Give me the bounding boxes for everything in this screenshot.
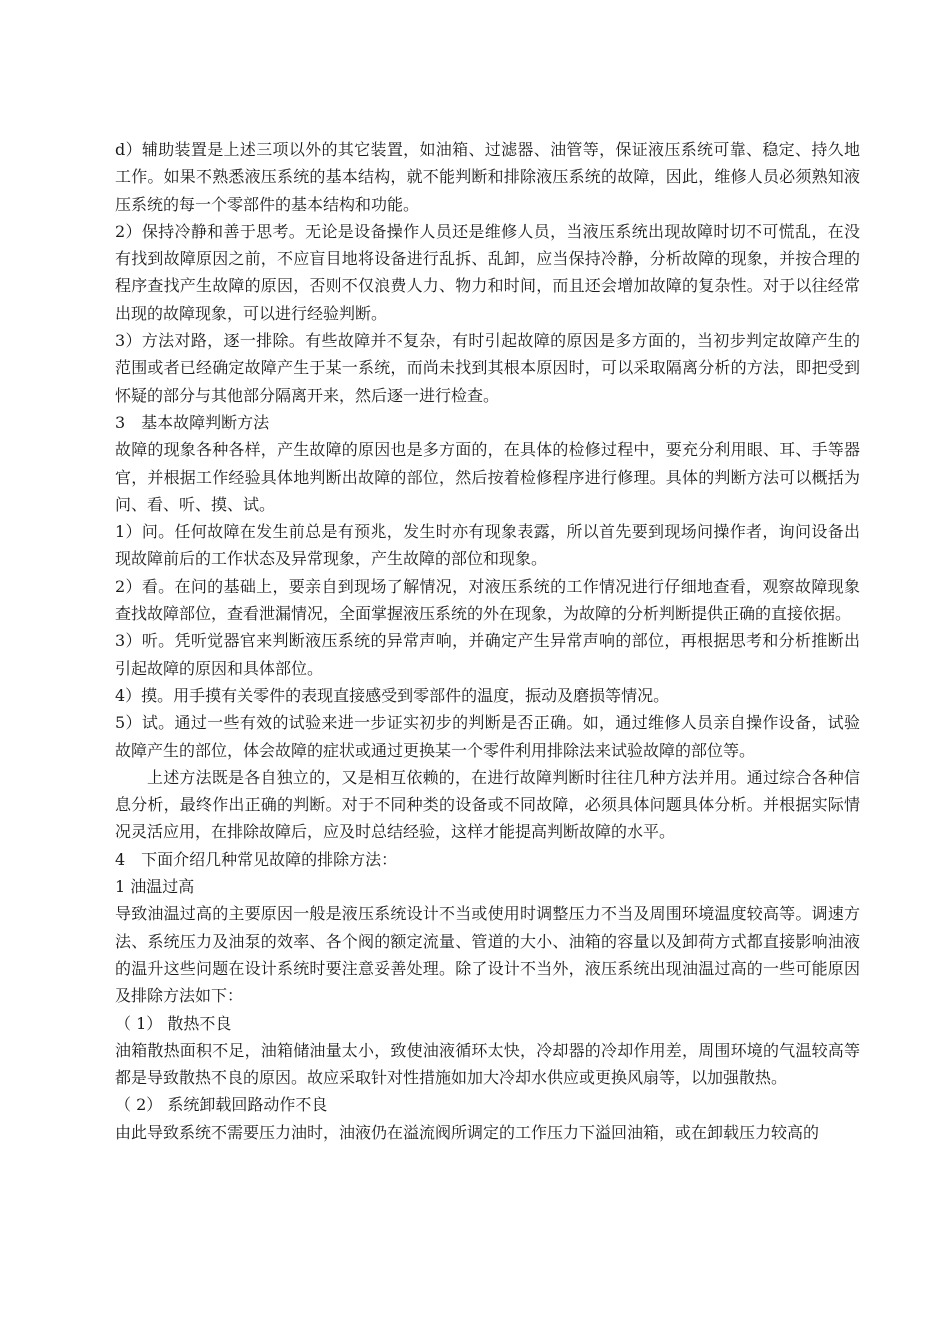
subheading-unloading-circuit: （ 2） 系统卸载回路动作不良 (115, 1095, 328, 1115)
paragraph-touch: 4）摸。用手摸有关零件的表现直接感受到零部件的温度，振动及磨损等情况。 (115, 685, 670, 705)
paragraph-test: 5）试。通过一些有效的试验来进一步证实初步的判断是否正确。如，通过维修人员亲自操作设备，试验故障产生的部位，体会故障的症状或通过更换某一个零件利用排除法来试验故障的部位等。 (115, 713, 860, 760)
section-heading-4: 4 下面介绍几种常见故障的排除方法： (115, 849, 398, 869)
paragraph-unloading-circuit: 由此导致系统不需要压力油时，油液仍在溢流阀所调定的工作压力下溢回油箱，或在卸载压力较高的 (115, 1122, 820, 1142)
paragraph-auxiliary-devices: d）辅助装置是上述三项以外的其它装置，如油箱、过滤器、油管等，保证液压系统可靠、稳定、持久地工作。如果不熟悉液压系统的基本结构，就不能判断和排除液压系统的故障，因此，维修人员必须熟知液压系统的每一个零部件的基本结构和功能。 (115, 140, 860, 214)
subheading-oil-temperature: 1 油温过高 (115, 877, 195, 897)
paragraph-fault-phenomena: 故障的现象各种各样，产生故障的原因也是多方面的，在具体的检修过程中，要充分利用眼、耳、手等器官，并根据工作经验具体地判断出故障的部位，然后按着检修程序进行修理。具体的判断方法可以概括为问、看、听、摸、试。 (115, 440, 860, 514)
subheading-poor-cooling: （ 1） 散热不良 (115, 1013, 232, 1033)
paragraph-listen: 3）听。凭听觉器官来判断液压系统的异常声响，并确定产生异常声响的部位，再根据思考和分析推断出引起故障的原因和具体部位。 (115, 631, 860, 678)
paragraph-method-elimination: 3）方法对路，逐一排除。有些故障并不复杂，有时引起故障的原因是多方面的，当初步判定故障产生的范围或者已经确定故障产生于某一系统，而尚未找到其根本原因时，可以采取隔离分析的方法，即把受到怀疑的部分与其他部分隔离开来，然后逐一进行检查。 (115, 331, 860, 405)
paragraph-ask: 1）问。任何故障在发生前总是有预兆，发生时亦有现象表露，所以首先要到现场问操作者，询问设备出现故障前后的工作状态及异常现象，产生故障的部位和现象。 (115, 522, 860, 569)
paragraph-stay-calm: 2）保持冷静和善于思考。无论是设备操作人员还是维修人员，当液压系统出现故障时切不可慌乱，在没有找到故障原因之前，不应盲目地将设备进行乱拆、乱卸，应当保持冷静，分析故障的现象，并按合理的程序查找产生故障的原因，否则不仅浪费人力、物力和时间，而且还会增加故障的复杂性。对于以往经常出现的故障现象，可以进行经验判断。 (115, 221, 860, 323)
paragraph-oil-temperature-causes: 导致油温过高的主要原因一般是液压系统设计不当或使用时调整压力不当及周围环境温度较高等。调速方法、系统压力及油泵的效率、各个阀的额定流量、管道的大小、油箱的容量以及卸荷方式都直接影响油液的温升这些问题在设计系统时要注意妥善处理。除了设计不当外，液压系统出现油温过高的一些可能原因及排除方法如下： (115, 904, 860, 1006)
section-heading-3: 3 基本故障判断方法 (115, 412, 270, 432)
paragraph-poor-cooling: 油箱散热面积不足，油箱储油量太小，致使油液循环太快，冷却器的冷却作用差，周围环境的气温较高等都是导致散热不良的原因。故应采取针对性措施如加大冷却水供应或更换风扇等，以加强散热。 (115, 1040, 860, 1088)
paragraph-look: 2）看。在问的基础上，要亲自到现场了解情况，对液压系统的工作情况进行仔细地查看，观察故障现象查找故障部位，查看泄漏情况，全面掌握液压系统的外在现象，为故障的分析判断提供正确的直接依据。 (115, 576, 860, 624)
document-page (115, 136, 860, 1146)
paragraph-methods-summary: 上述方法既是各自独立的，又是相互依赖的，在进行故障判断时往往几种方法并用。通过综合各种信息分析，最终作出正确的判断。对于不同种类的设备或不同故障，必须具体问题具体分析。并根据实际情况灵活应用，在排除故障后，应及时总结经验，这样才能提高判断故障的水平。 (115, 767, 860, 842)
